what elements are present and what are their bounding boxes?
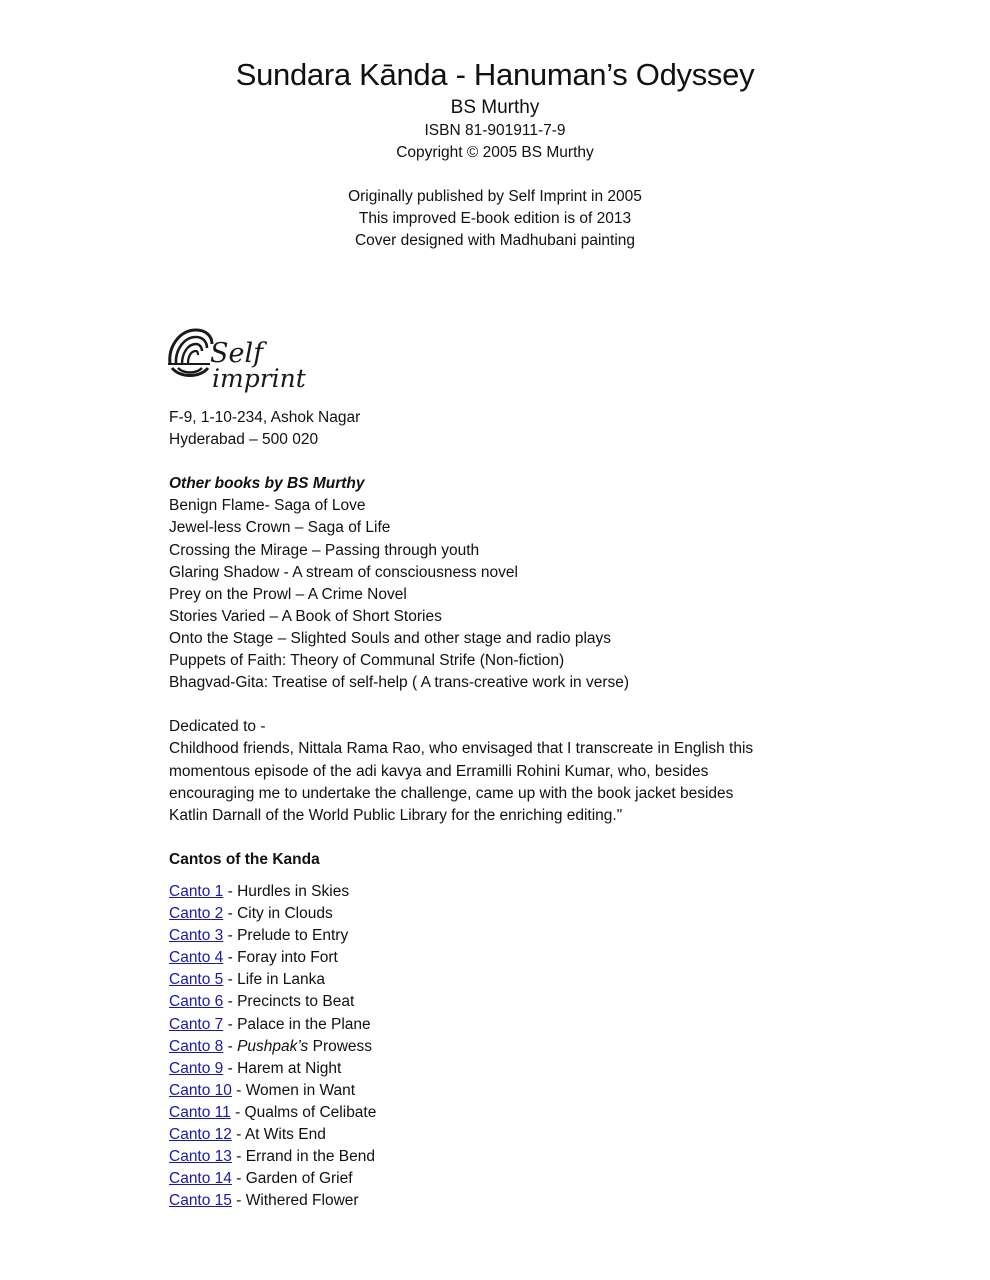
cantos-heading: Cantos of the Kanda [169, 850, 320, 868]
canto-title: Women in Want [245, 1081, 356, 1099]
publication-line: Cover designed with Madhubani painting [354, 232, 636, 249]
list-item [169, 903, 819, 925]
logo-text-self: Self [210, 338, 264, 369]
canto-separator: - [230, 1103, 245, 1121]
copyright: Copyright © 2005 BS Murthy [396, 144, 594, 161]
canto-title: Foray into Fort [237, 949, 338, 967]
list-item: Bhagvad-Gita: Treatise of self-help ( A trans-creative work in verse) [169, 674, 630, 692]
self-imprint-logo [166, 324, 311, 410]
canto-link[interactable]: Canto 5 [169, 971, 224, 989]
publication-line: This improved E-book edition is of 2013 [358, 210, 632, 227]
canto-separator: - [223, 971, 238, 989]
dedication-heading: Dedicated to - [169, 718, 266, 736]
canto-title: Errand in the Bend [245, 1148, 375, 1166]
canto-link[interactable]: Canto 12 [169, 1126, 232, 1143]
canto-title: Hurdles in Skies [237, 882, 350, 900]
isbn: ISBN 81-901911-7-9 [424, 122, 566, 139]
publication-info [0, 186, 990, 252]
canto-separator: - [231, 1192, 246, 1210]
canto-separator: - [223, 1059, 238, 1077]
list-item [169, 925, 819, 947]
canto-separator: - [223, 993, 238, 1011]
canto-title: Palace in the Plane [237, 1015, 371, 1033]
canto-list [169, 881, 819, 1212]
list-item [169, 947, 819, 969]
canto-link[interactable]: Canto 14 [169, 1170, 232, 1188]
list-item: Stories Varied – A Book of Short Stories [169, 607, 442, 625]
canto-title: Harem at Night [237, 1059, 342, 1077]
canto-title: Prowess [308, 1037, 373, 1055]
canto-separator: - [223, 882, 238, 900]
publication-line: Originally published by Self Imprint in 2005 [348, 188, 642, 205]
canto-link[interactable]: Canto 3 [169, 927, 224, 945]
list-item [169, 881, 819, 903]
dedication-line: encouraging me to undertake the challenge, came up with the book jacket besides [169, 784, 734, 802]
canto-separator: - [223, 1037, 238, 1055]
canto-link[interactable]: Canto 2 [169, 905, 224, 923]
canto-title: Qualms of Celibate [244, 1103, 377, 1121]
address-line: F-9, 1-10-234, Ashok Nagar [169, 409, 361, 426]
dedication-text [169, 738, 819, 826]
list-item: Benign Flame- Saga of Love [169, 497, 366, 515]
list-item: Onto the Stage – Slighted Souls and other stage and radio plays [169, 629, 612, 647]
list-item: Crossing the Mirage – Passing through youth [169, 541, 480, 559]
address [169, 407, 819, 451]
dedication-line: momentous episode of the adi kavya and Erramilli Rohini Kumar, who, besides [169, 762, 709, 780]
dedication-line: Childhood friends, Nittala Rama Rao, who envisaged that I transcreate in English this [169, 740, 754, 758]
list-item [169, 1190, 819, 1212]
canto-title: Prelude to Entry [237, 927, 349, 945]
list-item [169, 1146, 819, 1168]
canto-link[interactable]: Canto 10 [169, 1081, 232, 1099]
list-item: Glaring Shadow - A stream of consciousness novel [169, 563, 518, 581]
canto-title: Withered Flower [245, 1192, 359, 1210]
canto-separator: - [223, 927, 238, 945]
canto-link[interactable]: Canto 13 [169, 1148, 232, 1166]
canto-title: City in Clouds [237, 905, 333, 923]
canto-separator: - [223, 905, 238, 923]
canto-separator: - [223, 949, 238, 967]
canto-link[interactable]: Canto 4 [169, 949, 224, 967]
list-item [169, 1168, 819, 1190]
canto-title: Precincts to Beat [237, 993, 355, 1011]
canto-link[interactable]: Canto 6 [169, 993, 224, 1011]
canto-separator: - [231, 1148, 246, 1166]
canto-separator: - [231, 1126, 245, 1143]
canto-link[interactable]: Canto 9 [169, 1059, 224, 1077]
canto-separator: - [223, 1015, 238, 1033]
canto-link[interactable]: Canto 1 [169, 882, 224, 900]
canto-title-emphasis: Pushpak’s [237, 1037, 309, 1055]
canto-link[interactable]: Canto 11 [169, 1103, 231, 1121]
list-item [169, 969, 819, 991]
canto-separator: - [231, 1081, 246, 1099]
dedication-line: Katlin Darnall of the World Public Library for the enriching editing." [169, 806, 623, 824]
fingerprint-icon [168, 330, 212, 376]
list-item: Jewel-less Crown – Saga of Life [169, 519, 391, 537]
list-item [169, 1080, 819, 1102]
canto-title: Life in Lanka [237, 971, 325, 989]
canto-title: Garden of Grief [245, 1170, 353, 1188]
address-line: Hyderabad – 500 020 [169, 431, 319, 449]
canto-separator: - [231, 1170, 246, 1188]
list-item [169, 1124, 819, 1146]
canto-title: At Wits End [244, 1126, 326, 1143]
canto-link[interactable]: Canto 7 [169, 1015, 224, 1033]
list-item [169, 1036, 819, 1058]
logo-text-imprint: imprint [212, 364, 306, 393]
canto-link[interactable]: Canto 15 [169, 1192, 232, 1210]
other-books-list [169, 495, 819, 694]
book-meta [0, 120, 990, 164]
list-item: Prey on the Prowl – A Crime Novel [169, 585, 407, 603]
book-title: Sundara Kānda - Hanuman’s Odyssey [235, 57, 755, 92]
canto-link[interactable]: Canto 8 [169, 1037, 224, 1055]
list-item [169, 991, 819, 1013]
book-author: BS Murthy [450, 97, 540, 118]
list-item [169, 1102, 819, 1124]
list-item [169, 1058, 819, 1080]
list-item: Puppets of Faith: Theory of Communal Strife (Non-fiction) [169, 652, 565, 670]
document-body [169, 407, 819, 1212]
list-item [169, 1014, 819, 1036]
other-books-heading: Other books by BS Murthy [169, 475, 365, 493]
